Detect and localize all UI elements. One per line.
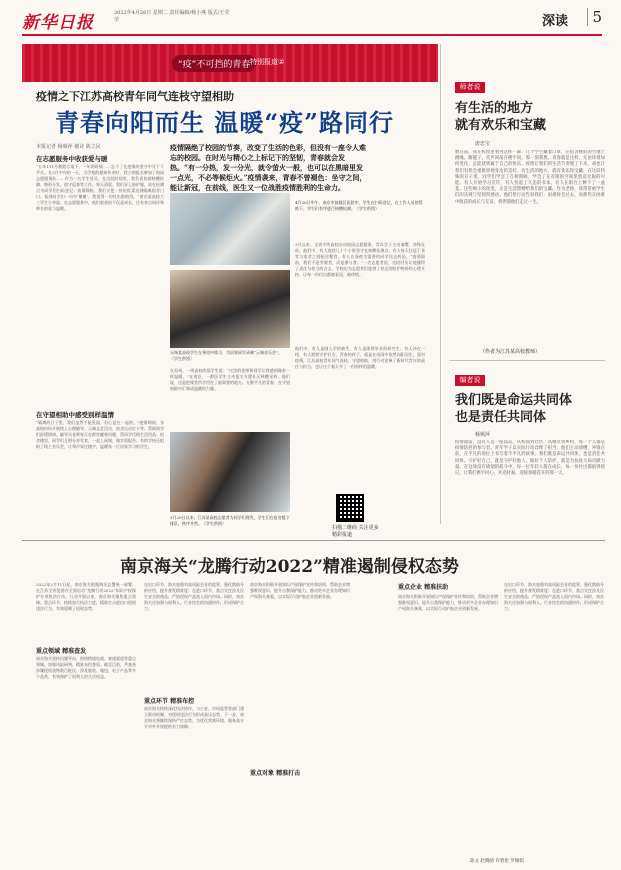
commentary-divider <box>450 360 605 361</box>
photo-caption-2: 无锡某高校学生在琴房中练习，为居家同学录制“云端音乐会”。（学生供图） <box>170 350 283 361</box>
customs-column-2b: 南京海关持续深化执法协作，与公安、市场监管等部门建立联动机制，对侵权违法行为形成高压态势。下一步，南京海关将继续保持严打态势，为优化营商环境、服务高水平对外开放提供有力保障。 <box>144 706 244 729</box>
article-column-1b: “隔离的日子里，我们虽然不能见面，但心是在一起的。”疫情期间，各高校纷纷开展线上心理辅导、云端文艺活动、宿舍运动打卡等，帮助同学们舒缓情绪。辅导员老师每天在群里嘘寒问暖，帮同学代购生活用品；宿舍楼里，同学们互相分享零食，一起上网课、做实验报告；有的学校还组织了线上音乐会，让琴声穿过楼宇，温暖每一位居家学习的学生。 <box>36 420 164 449</box>
commentary-1-author: 唐忠宝 <box>475 141 491 147</box>
article-column-3: 3月以来，全省多所高校启动校园志愿服务，青年学子主动请缨、冲锋在前。他们中，有人连续几十个小时坚守在核酸检测点，有人每天往返于食堂与宿舍之间配送餐食，有人在深夜为需要的同学送去药品。“疫情面前，我们不是旁观者，而是参与者。”一名志愿者说，这段经历让他懂得了责任与担当的含义。学校也为志愿者们提供了充足的防护物资和心理支持，让每一份付出都被看见、被珍惜。 <box>295 242 425 277</box>
masthead <box>22 8 602 36</box>
issue-date: 2022年4月26日 星期二 责任编辑/杨小燕 版式/王莹莹 <box>114 10 230 23</box>
banner-subtitle: 特别报道② <box>250 58 285 66</box>
photo-nucleic-test <box>170 193 290 265</box>
qr-code-note: 扫描二维码 关注更多精彩报道 <box>332 525 379 538</box>
customs-column-1: 2022年2月11日起，南京海关根据海关总署统一部署，在江苏全省范围内全面启动“龙腾行动2022”知识产权保护专项执法行动。行动开展以来，南京海关聚焦重点领域、重点环节，持续加大执法力度，精准打击进出口侵权违法行为，有效遏制了侵权态势。 <box>36 582 136 611</box>
article-lead: 疫情隔绝了校园的节奏，改变了生活的色彩，但没有一座令人难忘的校园。在时光与精心之上标记下的坚韧，青春就会发热。“有一分热，发一分光，就令萤火一般，也可以在黑暗里发一点光，不必等候炬火。”疫情袭来，青春不曾褪色：坐守之间，能让新冠，在前线，医生又一位战胜疫情胜利的生命力。 <box>170 143 367 192</box>
newspaper-logo: 新华日报 <box>22 13 94 33</box>
article-column-2: 在苏州，一所高校的留学生说：“这里的老师和同学让我感到像家一样温暖。”在南京，一群医学生主动报名支援社区核酸采样，他们说，这是把课堂所学用在了最需要的地方。无数平凡的青春，在守望相助中汇聚成温暖的力量。 <box>170 368 290 391</box>
photo-caption-3: 3月20日以来，江苏某高校志愿者为同学们理发，学生们在宿舍楼下排队，秩序井然。（学生供图） <box>170 515 290 526</box>
commentary-1-body: 数日前，我在校园里看到这样一幕：几个学生戴着口罩，在宿舍楼前的空地上跳绳、踢毽子，笑声回荡在楼宇间。那一刻我想，青春就是这样，无论环境如何变化，总能找到属于自己的快乐。疫情让我们的生活节奏慢了下来，却也让我们有机会重新审视身边的美好。有生活的地方，就有欢乐和宝藏。在这段特殊的日子里，同学们学会了互相照顾，学会了在有限的空间里创造无限的可能。有人开始学习烹饪，有人捡起了久违的书本，有人在阳台上种下了一盆花。这些细小的改变，正是生活馈赠给我们的宝藏。作为老师，我常常被学生们的乐观与坚韧所感动。他们用行动告诉我们：困难终会过去，而那些在困难中收获的成长与友谊，将伴随他们走过一生。 <box>455 150 605 205</box>
customs-column-1b: 南京海关坚持问题导向，围绕跨境电商、寄递渠道等重点领域，加强风险研判，精准布控查验。截至目前，共查获涉嫌侵权货物数百批次，涉及服装、箱包、电子产品等多个品类，有效保护了权利人的合法权益。 <box>36 656 136 679</box>
article-byline: 本报记者 杨频萍 谢诗 陈立民 <box>36 144 101 150</box>
article-headline: 青春向阳而生 温暖“疫”路同行 <box>55 108 394 137</box>
page-number: 5 <box>587 8 602 26</box>
qr-code-icon[interactable] <box>336 494 364 522</box>
subhead-volunteer: 在志愿服务中收获爱与暖 <box>36 155 108 163</box>
customs-column-2: 在出口环节，海关加强对高风险企业的监管，强化数据分析应用，提升查发精准度；在进口环节，重点关注涉及民生安全的商品，严防侵权产品流入国内市场。同时，南京海关还加强与权利人、行业协会的沟通协作，形成保护合力。 <box>144 582 244 611</box>
commentary-2-title: 我们既是命运共同体 也是责任共同体 <box>455 393 573 425</box>
customs-subhead-1: 重点领域 精准查发 <box>36 648 87 655</box>
column-divider <box>440 44 441 524</box>
article-kicker: 疫情之下江苏高校青年同气连枝守望相助 <box>36 90 234 103</box>
commentary-2-author: 杨频萍 <box>475 432 491 438</box>
special-report-banner <box>22 44 438 82</box>
customs-subhead-2: 重点环节 精准布控 <box>144 698 195 705</box>
customs-column-5: 在出口环节，海关加强对高风险企业的监管，强化数据分析应用，提升查发精准度；在进口环节，重点关注涉及民生安全的商品，严防侵权产品流入国内市场。同时，南京海关还加强与权利人、行业协会的沟通协作，形成保护合力。 <box>504 582 604 611</box>
commentary-1-note: （作者为江苏某高校教师） <box>480 349 541 355</box>
customs-column-3: 南京海关积极开展知识产权保护宣传和培训，帮助企业增强维权意识、提升自我保护能力，推动更多企业办理知识产权海关备案，以实际行动护航企业创新发展。 <box>250 582 350 599</box>
commentary-2-body: 疫情面前，没有人是一座孤岛。从校园到社区，从城市到乡村，每一个人都是疫情防控的参与者。青年学子以实际行动诠释了担当：他们主动请缨、冲锋在前，在平凡的岗位上书写着不平凡的故事。我们既是命运共同体，也是责任共同体。守护好自己，就是守护好他人；做好个人防护，就是为抗疫大局贡献力量。在这场没有硝烟的战斗中，每一位年轻人都在成长，每一份付出都值得铭记。让我们携手同心，共克时艰，迎接春暖花开的那一天。 <box>455 440 605 477</box>
customs-headline: 南京海关“龙腾行动2022”精准遏制侵权态势 <box>120 557 459 577</box>
banner-label: “疫”不可挡的青春 <box>172 55 256 72</box>
customs-column-4: 南京海关积极开展知识产权保护宣传和培训，帮助企业增强维权意识、提升自我保护能力，推动更多企业办理知识产权海关备案，以实际行动护航企业创新发展。 <box>398 594 498 611</box>
photo-piano-practice <box>170 270 290 348</box>
customs-subhead-3: 重点对象 精准打击 <box>250 770 301 777</box>
customs-footer-credit: 陈文 赵晓晴 许智伦 罗啸娟 <box>470 859 524 864</box>
article-column-1: “五年111月朝霞尽染下，一年的时候……忘不了在疫情的坚守中写下不平凡。在3月中旬的一天，当学校的通知传来时，我立刻报名参加了校园志愿服务队……作为一名学生党员，在这段时间里，我负责协助核酸检测、物资分发、值守巡查等工作。每天清晨，我们穿上防护服，站在检测点为同学们扫码登记；夜幕降临，我们又把一份份饭菜送到隔离宿舍门口。看到同学们一句句‘谢谢’，我觉得一切付出都值得。”南京某高校大三学生小李说。在志愿服务中，他们收获的不仅是成长，还有来自同伴和师长的爱与温暖。 <box>36 164 164 211</box>
section-divider <box>22 540 605 541</box>
subhead-mutual-help: 在守望相助中感受别样温情 <box>36 411 114 419</box>
section-name: 深读 <box>541 14 568 29</box>
article-column-4: 他们中，有人是刚入学的新生，有人是即将毕业的研究生；有人冲在一线，有人默默守护后方。青春的样子，就是在风雨中依然向阳而生。面对疫情，江苏高校青年同气连枝、守望相助，用行动诠释了新时代青年的责任与担当，也让这个春天多了一份别样的温暖。 <box>295 346 425 369</box>
teacher-commentary-tag: 师者说 <box>455 82 485 93</box>
commentary-1-title: 有生活的地方 就有欢乐和宝藏 <box>455 101 547 133</box>
photo-haircut <box>170 432 290 512</box>
customs-subhead-4: 重点企业 精准扶助 <box>398 584 449 591</box>
photo-caption-1: 4月20日中午，南京市鼓楼区医院中，学生在扫码登记，在工作人员的帮助下，学生们有序进行核酸检测。（学生供图） <box>295 200 423 211</box>
editor-commentary-tag: 编者说 <box>455 375 485 386</box>
